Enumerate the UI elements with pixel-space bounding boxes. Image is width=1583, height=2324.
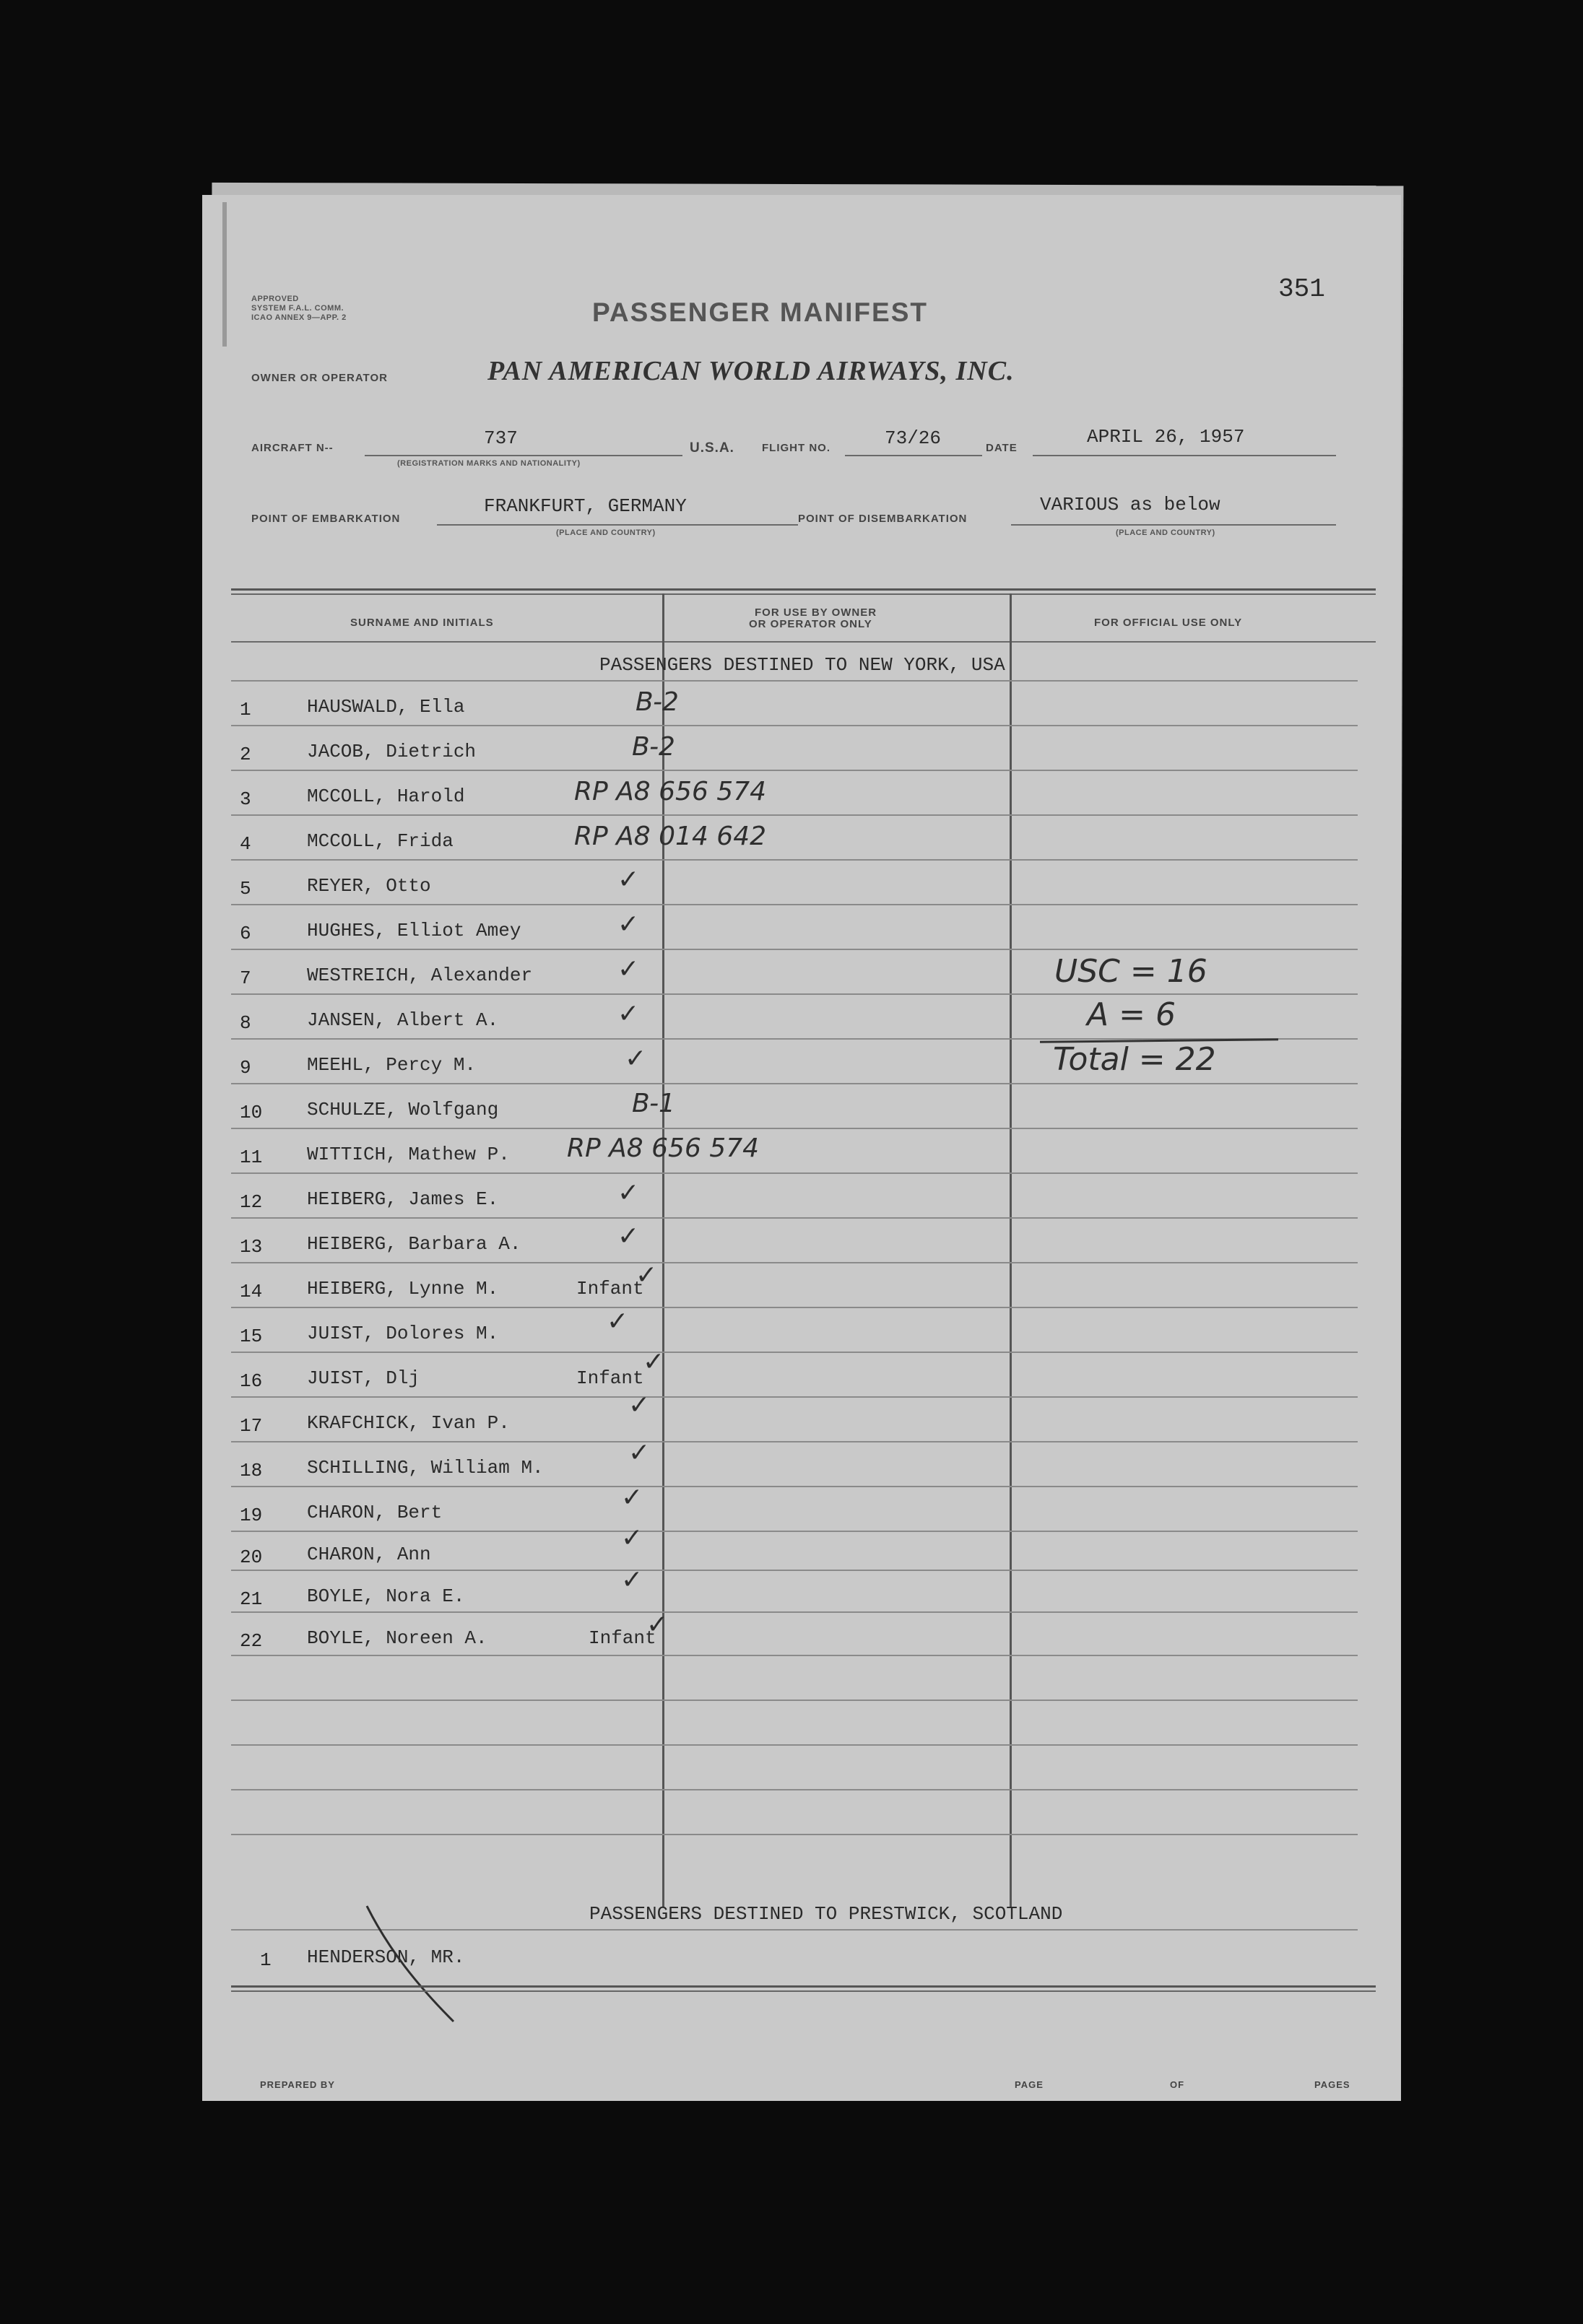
operator-name: PAN AMERICAN WORLD AIRWAYS, INC.: [487, 356, 1015, 386]
tally-aliens: A = 6: [1087, 996, 1176, 1033]
check-mark: ✓: [617, 1222, 640, 1251]
disembarkation-label: POINT OF DISEMBARKATION: [798, 513, 968, 525]
disembarkation-sublabel: (PLACE AND COUNTRY): [1116, 528, 1215, 537]
date-value: APRIL 26, 1957: [1087, 426, 1245, 448]
row-number: 16: [240, 1370, 263, 1392]
reentry-permit-note: RP A8 014 642: [574, 822, 767, 851]
check-mark: ✓: [628, 1391, 651, 1420]
cross-out-stroke: [360, 1899, 461, 2029]
date-label: DATE: [986, 442, 1018, 454]
reentry-permit-note: RP A8 656 574: [567, 1133, 760, 1163]
row-number: 8: [240, 1012, 251, 1034]
row-number: 15: [240, 1326, 263, 1347]
passenger-name: JUIST, Dlj: [307, 1367, 420, 1389]
row-line: [231, 725, 1358, 726]
row-number: 10: [240, 1102, 263, 1123]
row-number: 17: [240, 1415, 263, 1437]
row-number: 19: [240, 1505, 263, 1526]
row-line: [231, 904, 1358, 905]
passenger-name: WESTREICH, Alexander: [307, 965, 533, 986]
blank-row-line: [231, 1789, 1358, 1790]
column-header-owner-1: FOR USE BY OWNER: [755, 606, 877, 619]
passenger-name: WITTICH, Mathew P.: [307, 1144, 510, 1165]
check-mark: ✓: [617, 999, 640, 1029]
row-number: 13: [240, 1236, 263, 1258]
check-mark: ✓: [646, 1610, 669, 1640]
passenger-name: JUIST, Dolores M.: [307, 1323, 499, 1344]
blank-row-line: [231, 1744, 1358, 1746]
row-line: [231, 1217, 1358, 1219]
row-line: [231, 1655, 1358, 1656]
row-line: [231, 1396, 1358, 1398]
approval-line-2: SYSTEM F.A.L. COMM.: [251, 304, 344, 313]
flight-label: FLIGHT NO.: [762, 442, 830, 454]
row-line: [231, 1307, 1358, 1308]
tally-usc: USC = 16: [1054, 953, 1207, 990]
row-number: 5: [240, 878, 251, 900]
passenger-name: CHARON, Bert: [307, 1502, 443, 1523]
row-number: 6: [240, 923, 251, 944]
check-mark: ✓: [617, 954, 640, 984]
column-header-official: FOR OFFICIAL USE ONLY: [1094, 617, 1243, 629]
aircraft-value: 737: [484, 427, 518, 449]
row-number: 21: [240, 1588, 263, 1610]
manifest-sheet: [202, 195, 1401, 2101]
visa-note: B-2: [636, 687, 679, 717]
passenger-name: HEIBERG, Lynne M.: [307, 1278, 499, 1300]
passenger-name: HEIBERG, Barbara A.: [307, 1233, 521, 1255]
approval-line-1: APPROVED: [251, 295, 299, 303]
form-title: PASSENGER MANIFEST: [592, 297, 928, 327]
passenger-name: HAUSWALD, Ella: [307, 696, 465, 718]
infant-note: Infant: [589, 1627, 656, 1649]
passenger-name: CHARON, Ann: [307, 1544, 431, 1565]
passenger-name: BOYLE, Nora E.: [307, 1585, 465, 1607]
flight-value: 73/26: [885, 427, 942, 449]
infant-note: Infant: [576, 1278, 644, 1300]
row-number: 3: [240, 788, 251, 810]
table-bottom-rule-2: [231, 1990, 1376, 1992]
row-line: [231, 1352, 1358, 1353]
binding-mark: [222, 202, 227, 347]
row-number: 4: [240, 833, 251, 855]
infant-note: Infant: [576, 1367, 644, 1389]
of-label: OF: [1170, 2079, 1185, 2090]
passenger-name: SCHULZE, Wolfgang: [307, 1099, 499, 1120]
passenger-name: REYER, Otto: [307, 875, 431, 897]
passenger-name: HUGHES, Elliot Amey: [307, 920, 521, 941]
embarkation-underline: [437, 524, 798, 526]
passenger-name: MCCOLL, Frida: [307, 830, 454, 852]
check-mark: ✓: [617, 1178, 640, 1208]
row-line: [231, 1441, 1358, 1442]
row-line: [231, 770, 1358, 771]
operator-label: OWNER OR OPERATOR: [251, 372, 388, 384]
column-divider-official: [1010, 593, 1012, 1907]
disembarkation-value: VARIOUS as below: [1040, 494, 1220, 515]
check-mark: ✓: [607, 1307, 629, 1336]
row-line: [231, 993, 1358, 995]
check-mark: ✓: [628, 1438, 651, 1468]
date-underline: [1033, 455, 1336, 456]
row-line: [231, 1128, 1358, 1129]
row-number: 11: [240, 1146, 263, 1168]
row-line: [231, 949, 1358, 950]
row-line: [231, 859, 1358, 861]
page-number: 351: [1278, 274, 1325, 304]
table-top-rule-2: [231, 593, 1376, 595]
row-number: 22: [240, 1630, 263, 1652]
check-mark: ✓: [621, 1523, 643, 1553]
row-line: [231, 1531, 1358, 1532]
row-number: 9: [240, 1057, 251, 1079]
aircraft-sublabel: (REGISTRATION MARKS AND NATIONALITY): [397, 459, 581, 468]
embarkation-sublabel: (PLACE AND COUNTRY): [556, 528, 656, 537]
row-number: 18: [240, 1460, 263, 1481]
row-line: [231, 680, 1358, 682]
section-heading-new-york: PASSENGERS DESTINED TO NEW YORK, USA: [599, 654, 1005, 676]
check-mark: ✓: [643, 1347, 665, 1377]
tally-total: Total = 22: [1053, 1041, 1216, 1078]
passenger-name: BOYLE, Noreen A.: [307, 1627, 487, 1649]
check-mark: ✓: [621, 1565, 643, 1595]
pages-label: PAGES: [1314, 2079, 1350, 2090]
disembarkation-underline: [1011, 524, 1336, 526]
visa-note: B-1: [632, 1089, 675, 1118]
passenger-name: KRAFCHICK, Ivan P.: [307, 1412, 510, 1434]
check-mark: ✓: [621, 1483, 643, 1513]
prepared-by-label: PREPARED BY: [260, 2079, 335, 2090]
flight-underline: [845, 455, 982, 456]
passenger-name: MEEHL, Percy M.: [307, 1054, 477, 1076]
check-mark: ✓: [636, 1261, 658, 1290]
table-top-rule-1: [231, 588, 1376, 591]
aircraft-nationality: U.S.A.: [690, 440, 734, 456]
passenger-name: HENDERSON, MR.: [307, 1946, 465, 1968]
row-line: [231, 814, 1358, 816]
row-number: 1: [260, 1949, 272, 1971]
row-line: [231, 1262, 1358, 1263]
embarkation-label: POINT OF EMBARKATION: [251, 513, 401, 525]
blank-row-line: [231, 1834, 1358, 1835]
row-number: 12: [240, 1191, 263, 1213]
passenger-name: MCCOLL, Harold: [307, 785, 465, 807]
row-number: 2: [240, 744, 251, 765]
row-number: 1: [240, 699, 251, 721]
row-number: 14: [240, 1281, 263, 1302]
row-number: 7: [240, 967, 251, 989]
aircraft-label: AIRCRAFT N--: [251, 442, 334, 454]
page-label: PAGE: [1015, 2079, 1044, 2090]
reentry-permit-note: RP A8 656 574: [574, 777, 767, 806]
column-header-owner-2: OR OPERATOR ONLY: [749, 618, 872, 630]
passenger-name: SCHILLING, William M.: [307, 1457, 544, 1479]
visa-note: B-2: [632, 732, 675, 762]
embarkation-value: FRANKFURT, GERMANY: [484, 495, 687, 517]
section-heading-prestwick: PASSENGERS DESTINED TO PRESTWICK, SCOTLAND: [589, 1903, 1063, 1925]
table-bottom-rule-1: [231, 1985, 1376, 1988]
column-header-surname: SURNAME AND INITIALS: [350, 617, 494, 629]
passenger-name: JANSEN, Albert A.: [307, 1009, 499, 1031]
row-line: [231, 1570, 1358, 1571]
aircraft-underline: [365, 455, 682, 456]
check-mark: ✓: [617, 910, 640, 939]
header-bottom-rule: [231, 641, 1376, 643]
check-mark: ✓: [617, 865, 640, 895]
row-line: [231, 1611, 1358, 1613]
row-line: [231, 1486, 1358, 1487]
check-mark: ✓: [625, 1044, 647, 1074]
row-number: 20: [240, 1546, 263, 1568]
passenger-name: JACOB, Dietrich: [307, 741, 477, 762]
blank-row-line: [231, 1700, 1358, 1701]
row-line: [231, 1172, 1358, 1174]
passenger-name: HEIBERG, James E.: [307, 1188, 499, 1210]
approval-line-3: ICAO ANNEX 9—APP. 2: [251, 313, 347, 322]
row-line: [231, 1083, 1358, 1084]
